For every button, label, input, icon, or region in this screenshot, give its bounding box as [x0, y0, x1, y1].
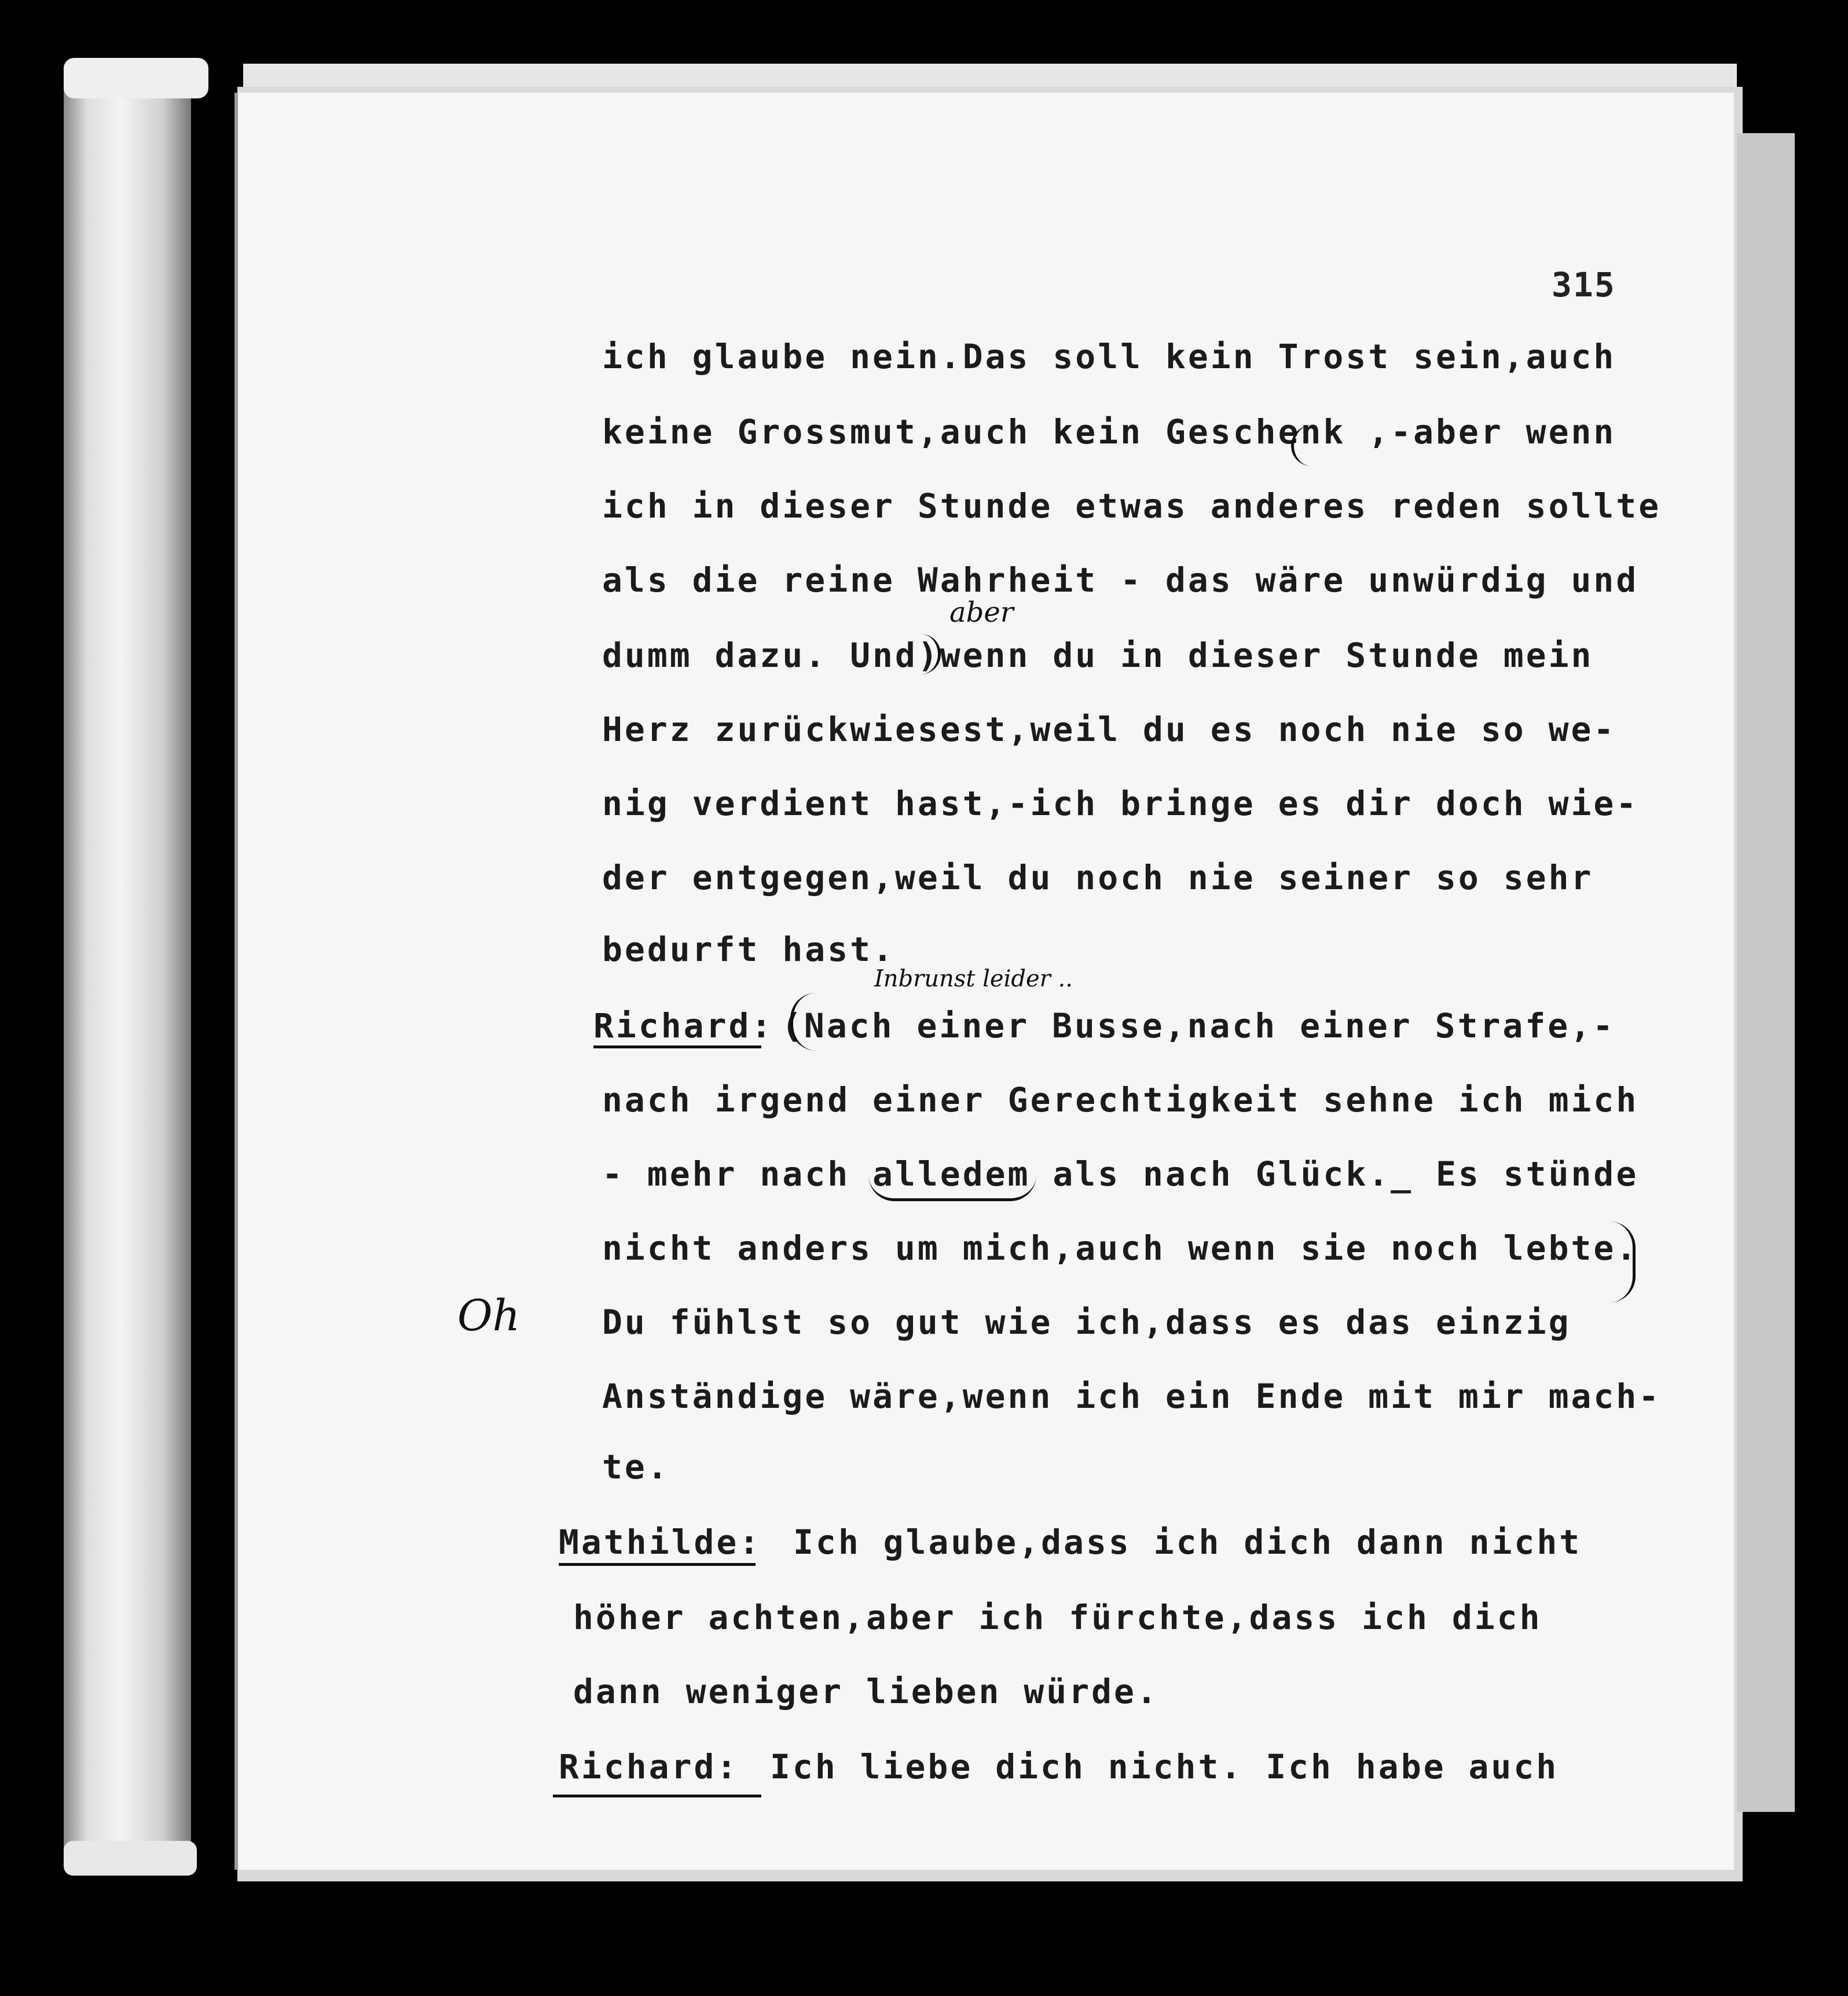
binding-roll-cap — [64, 58, 208, 98]
text-line: der entgegen,weil du noch nie seiner so sehr — [602, 858, 1594, 897]
dialogue-line: - mehr nach alledem als nach Glück._ Es stünde — [602, 1154, 1639, 1194]
speaker-label: Richard: — [559, 1747, 739, 1786]
text-line: ich in dieser Stunde etwas anderes reden sollte — [602, 486, 1662, 526]
back-sheet-edge — [1737, 133, 1795, 1812]
speaker-underline — [553, 1795, 761, 1797]
dialogue-line: Du fühlst so gut wie ich,dass es das einzig — [602, 1302, 1571, 1342]
speaker-label: Richard: — [593, 1006, 774, 1045]
handwritten-insertion: Inbrunst leider .. — [874, 966, 1073, 992]
binding-roll-bottom — [64, 1841, 197, 1876]
dialogue-line: dann weniger lieben würde. — [573, 1672, 1159, 1711]
dialogue-line: te. — [602, 1447, 670, 1487]
handwritten-underline — [868, 1175, 1036, 1201]
dialogue-line: höher achten,aber ich fürchte,dass ich dich — [573, 1598, 1542, 1637]
dialogue-line: (Nach einer Busse,nach einer Strafe,- — [782, 1006, 1616, 1045]
speaker-underline — [559, 1563, 756, 1566]
page-number: 315 — [1552, 265, 1616, 304]
text-line: keine Grossmut,auch kein Geschenk ,-aber wenn — [602, 412, 1616, 452]
dialogue-line: Ich liebe dich nicht. Ich habe auch — [770, 1747, 1559, 1786]
text-line: ich glaube nein.Das soll kein Trost sein,auch — [602, 337, 1616, 376]
text-line: Herz zurückwiesest,weil du es noch nie so we- — [602, 710, 1616, 749]
handwritten-margin-note: Oh — [457, 1291, 520, 1341]
text-line: nig verdient hast,-ich bringe es dir doch wie- — [602, 784, 1639, 823]
text-line: bedurft hast. — [602, 930, 895, 969]
handwritten-insertion: aber — [949, 596, 1014, 629]
page-edge — [234, 93, 238, 1870]
dialogue-line: Ich glaube,dass ich dich dann nicht — [793, 1522, 1582, 1562]
text-line: als die reine Wahrheit - das wäre unwürdig und — [602, 560, 1639, 600]
dialogue-line: Anständige wäre,wenn ich ein Ende mit mir mach- — [602, 1377, 1662, 1416]
dialogue-line: nicht anders um mich,auch wenn sie noch lebte. — [602, 1228, 1639, 1268]
speaker-label: Mathilde: — [559, 1522, 762, 1562]
speaker-underline — [593, 1045, 761, 1048]
text-line: dumm dazu. Und)wenn du in dieser Stunde mein — [602, 636, 1594, 675]
binding-roll — [64, 58, 191, 1864]
dialogue-line: nach irgend einer Gerechtigkeit sehne ich mich — [602, 1080, 1639, 1120]
